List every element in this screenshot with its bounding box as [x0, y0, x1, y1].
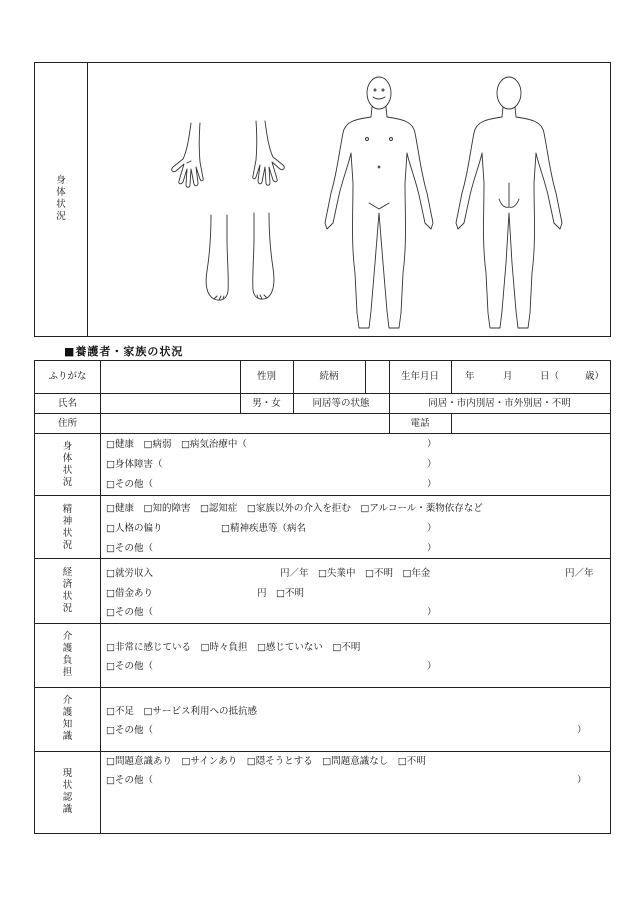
label-char: 経 [62, 567, 73, 578]
paren-close: ） [427, 607, 437, 618]
cohabitation-options[interactable]: 同居・市内別居・市外別居・不明 [428, 398, 571, 409]
label-char: 護 [62, 707, 73, 718]
awareness-line-2[interactable]: □その他（ [106, 775, 153, 786]
economic-line-3[interactable]: □その他（ [106, 607, 153, 618]
furigana-field[interactable] [141, 371, 235, 383]
label-char: 識 [62, 804, 73, 815]
back-body-drawing [456, 77, 562, 328]
paren-close: ） [427, 479, 437, 490]
label-char: 状 [62, 528, 73, 539]
col-divider [365, 361, 366, 393]
mental-label [35, 504, 100, 552]
row-divider [35, 687, 610, 688]
address-field[interactable] [105, 418, 385, 430]
body-diagram [87, 63, 610, 336]
label-char: 状 [62, 591, 73, 602]
label-char: 体 [62, 453, 73, 464]
mental-line-2b[interactable]: □精神疾患等（病名 [221, 523, 306, 534]
gender-options[interactable]: 男・女 [252, 398, 281, 409]
phone-label: 電話 [410, 418, 430, 429]
right-foot-drawing [253, 213, 274, 299]
economic-line-2b[interactable]: 円 □不明 [257, 588, 304, 599]
label-char: 状 [62, 465, 73, 476]
label-char: 識 [62, 731, 73, 742]
awareness-line-1[interactable]: □問題意識あり □サインあり □隠そうとする □問題意識なし □不明 [106, 756, 426, 767]
family-situation-table [34, 360, 611, 834]
economic-line-1c: 円／年 [565, 568, 594, 579]
relation-label: 続柄 [319, 371, 339, 382]
economic-line-2a[interactable]: □借金あり [106, 588, 153, 599]
label-char: 況 [62, 540, 73, 551]
row-divider [35, 495, 610, 496]
left-hand-drawing [172, 123, 203, 187]
label-char: 護 [62, 643, 73, 654]
burden-line-2[interactable]: □その他（ [106, 661, 153, 672]
row-divider [35, 623, 610, 624]
mental-line-2a[interactable]: □人格の偏り [106, 523, 163, 534]
right-hand-drawing [253, 121, 284, 185]
gender-label: 性別 [256, 371, 276, 382]
label-char: 況 [62, 477, 73, 488]
label-char: 身 [62, 441, 73, 452]
economic-line-1a[interactable]: □就労収入 [106, 568, 153, 579]
paren-close: ） [427, 661, 437, 672]
economic-line-1b[interactable]: 円／年 □失業中 □不明 □年金 [280, 568, 431, 579]
birth-month-label: 月 [503, 371, 513, 382]
phone-field[interactable] [455, 418, 605, 430]
age-label: 歳） [585, 371, 605, 382]
burden-label [35, 631, 100, 679]
physical-line-3[interactable]: □その他（ [106, 479, 153, 490]
section-title: ■養護者・家族の状況 [64, 345, 184, 358]
row-divider [35, 393, 610, 394]
birthdate-label: 生年月日 [400, 371, 439, 382]
label-char: 況 [56, 211, 66, 222]
knowledge-line-1[interactable]: □不足 □サービス利用への抵抗感 [106, 706, 257, 717]
paren-close: ） [427, 439, 437, 450]
label-char: 介 [62, 695, 73, 706]
label-char: 担 [62, 667, 73, 678]
paren-close: ） [427, 523, 437, 534]
label-char: 状 [56, 199, 66, 210]
birth-day-label: 日（ [540, 371, 560, 382]
physical-line-2[interactable]: □身体障害（ [106, 459, 163, 470]
label-char: 身 [56, 175, 66, 186]
row-divider [35, 558, 610, 559]
paren-close: ） [427, 543, 437, 554]
paren-close: ） [577, 775, 587, 786]
economic-label [35, 567, 100, 615]
knowledge-label [35, 695, 100, 743]
burden-line-1[interactable]: □非常に感じている □時々負担 □感じていない □不明 [106, 642, 361, 653]
body-situation-label-cell [35, 63, 88, 336]
mental-line-3[interactable]: □その他（ [106, 543, 153, 554]
label-char: 負 [62, 655, 73, 666]
physical-line-1[interactable]: □健康 □病弱 □病気治療中（ [106, 439, 247, 450]
label-char: 介 [62, 631, 73, 642]
physical-label [35, 441, 100, 489]
label-char: 現 [62, 768, 73, 779]
label-char: 済 [62, 579, 73, 590]
front-body-drawing [325, 77, 433, 328]
row-divider [35, 413, 610, 414]
paren-close: ） [427, 459, 437, 470]
name-label: 氏名 [57, 398, 77, 409]
label-char: 体 [56, 187, 66, 198]
body-situation-box [34, 62, 611, 337]
col-divider [451, 361, 452, 393]
cohabitation-label: 同居等の状態 [312, 398, 370, 409]
relation-field[interactable] [367, 371, 387, 383]
col-divider [451, 413, 452, 433]
label-char: 精 [62, 504, 73, 515]
label-char: 神 [62, 516, 73, 527]
knowledge-line-2[interactable]: □その他（ [106, 725, 153, 736]
birth-year-label: 年 [465, 371, 475, 382]
row-divider [35, 433, 610, 434]
paren-close: ） [577, 725, 587, 736]
address-label: 住所 [57, 418, 77, 429]
mental-line-1[interactable]: □健康 □知的障害 □認知症 □家族以外の介入を拒む □アルコール・薬物依存など [106, 503, 483, 514]
label-char: 認 [62, 792, 73, 803]
label-char: 況 [62, 603, 73, 614]
awareness-label [35, 768, 100, 816]
name-field[interactable] [105, 398, 235, 410]
left-foot-drawing [206, 215, 228, 300]
label-char: 状 [62, 780, 73, 791]
label-char: 知 [62, 719, 73, 730]
label-column-divider [100, 361, 101, 833]
row-divider [35, 751, 610, 752]
furigana-label: ふりがな [48, 371, 87, 382]
body-situation-label [35, 175, 87, 223]
